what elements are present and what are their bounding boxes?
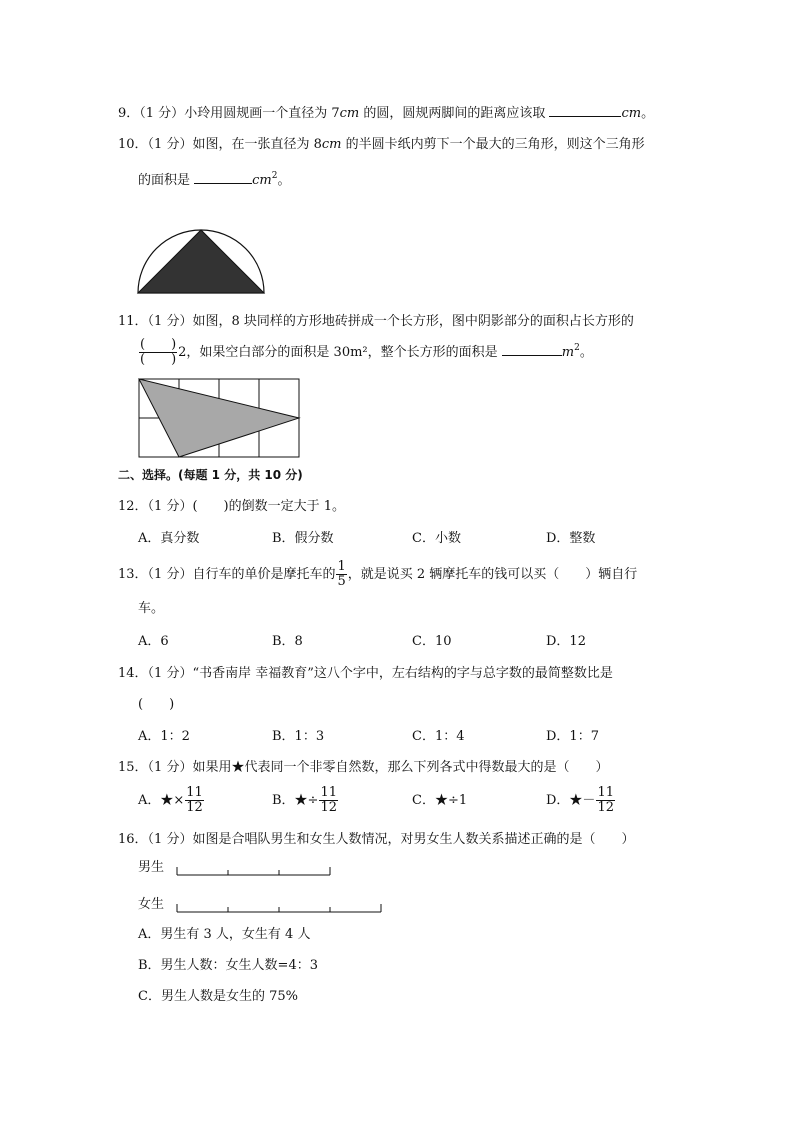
q10-text-b: 的半圆卡纸内剪下一个最大的三角形，则这个三角形: [341, 137, 645, 152]
section-choice-heading: 二、选择。(每题 1 分，共 10 分): [118, 468, 303, 482]
question-11: [118, 313, 634, 331]
question-16: [118, 831, 634, 849]
q14-score: （1 分）: [147, 666, 193, 681]
q14-option-c[interactable]: C．1：4: [412, 729, 465, 744]
q13-frac-num: 1: [337, 559, 346, 574]
q16-option-c[interactable]: C．男生人数是女生的 75%: [138, 989, 298, 1004]
q15-a-frac-num: 11: [186, 785, 203, 800]
q11-unit-end: m: [561, 345, 575, 360]
q14-number: 14．: [118, 666, 148, 681]
q12-option-c[interactable]: C．小数: [412, 531, 461, 546]
q15-b-frac-num: 11: [320, 785, 337, 800]
q9-text-b: 的圆，圆规两脚间的距离应该取: [359, 106, 550, 121]
q15-option-a-text: A．★×: [138, 793, 185, 808]
question-10-line2: [138, 167, 291, 190]
q10-end: 。: [277, 173, 291, 188]
q15-option-d[interactable]: [546, 786, 616, 815]
q12-text: ( )的倒数一定大于 1。: [192, 499, 346, 514]
q15-option-b-text: B．★÷: [272, 793, 319, 808]
q15-text: 如果用★代表同一个非零自然数，那么下列各式中得数最大的是（ ）: [192, 760, 609, 775]
q10-number: 10．: [118, 137, 148, 152]
q15-d-fraction: [596, 786, 615, 815]
q10-line2: 的面积是: [138, 173, 195, 188]
q15-d-frac-den: 12: [597, 800, 614, 815]
question-15: [118, 759, 608, 777]
q15-a-frac-den: 12: [186, 800, 203, 815]
q12-option-b[interactable]: B．假分数: [272, 531, 334, 546]
q14-text: “书香南岸 幸福教育”这八个字中，左右结构的字与总字数的最简整数比是: [192, 666, 613, 681]
q9-unit: cm: [339, 106, 360, 121]
q11-frac-den: ( ): [140, 352, 177, 367]
question-13: [118, 560, 637, 589]
question-9: [118, 104, 654, 123]
q14-option-b[interactable]: B．1：3: [272, 729, 325, 744]
q12-number: 12．: [118, 499, 148, 514]
q11-number: 11．: [118, 314, 148, 329]
q13-line2: 车。: [138, 601, 165, 616]
q14-option-d[interactable]: D．1：7: [546, 729, 599, 744]
q11-sup: 2: [574, 343, 580, 353]
q15-option-d-text: D．★－: [546, 793, 596, 808]
semicircle-triangle-figure: [136, 226, 266, 296]
question-11-line2: [138, 338, 593, 367]
q16-option-a[interactable]: A．男生有 3 人，女生有 4 人: [138, 927, 311, 942]
question-12: [118, 498, 345, 516]
q13-frac-den: 5: [337, 574, 346, 589]
q16-number: 16．: [118, 832, 148, 847]
q14-line2: ( ): [138, 697, 175, 712]
q13-text-a: 自行车的单价是摩托车的: [192, 567, 336, 582]
q10-sup: 2: [271, 171, 278, 181]
q9-text-a: 小玲用圆规画一个直径为 7: [184, 106, 340, 121]
q13-score: （1 分）: [147, 567, 193, 582]
q15-option-a[interactable]: [138, 786, 205, 815]
girls-segment-bar: [176, 901, 386, 915]
q13-option-b[interactable]: B．8: [272, 634, 303, 649]
q13-option-a[interactable]: A．6: [138, 634, 169, 649]
q13-option-d[interactable]: D．12: [546, 634, 586, 649]
q15-a-fraction: [185, 786, 204, 815]
q16-option-b[interactable]: B．男生人数：女生人数=4：3: [138, 958, 318, 973]
q10-unit-end: cm: [252, 173, 272, 188]
q11-score: （1 分）: [147, 314, 193, 329]
q15-number: 15．: [118, 760, 148, 775]
q12-option-d[interactable]: D．整数: [546, 531, 596, 546]
q13-text-b: ，就是说买 2 辆摩托车的钱可以买（ ）辆自行: [347, 567, 638, 582]
q12-option-a[interactable]: A．真分数: [138, 531, 200, 546]
boys-segment-bar: [176, 864, 336, 878]
q9-answer-blank[interactable]: [549, 104, 621, 117]
q11-end: 。: [579, 345, 593, 360]
q10-score: （1 分）: [147, 137, 193, 152]
q15-b-frac-den: 12: [320, 800, 337, 815]
q13-option-c[interactable]: C．10: [412, 634, 452, 649]
q10-answer-blank[interactable]: [194, 171, 252, 184]
question-10: [118, 136, 645, 154]
q15-option-b[interactable]: [272, 786, 339, 815]
boys-label: 男生: [138, 860, 165, 875]
q15-d-frac-num: 11: [597, 785, 614, 800]
q11-text-a: 如图，8 块同样的方形地砖拼成一个长方形，图中阴影部分的面积占长方形的: [192, 314, 634, 329]
q12-score: （1 分）: [147, 499, 193, 514]
q11-frac-num: ( ): [140, 337, 177, 352]
q11-answer-blank[interactable]: [502, 343, 562, 356]
q9-number: 9．: [118, 106, 140, 121]
girls-label: 女生: [138, 897, 165, 912]
q15-b-fraction: [319, 786, 338, 815]
q9-end: 。: [641, 106, 655, 121]
q13-fraction: [336, 560, 346, 589]
q9-score: （1 分）: [139, 106, 185, 121]
q15-score: （1 分）: [147, 760, 193, 775]
q16-text: 如图是合唱队男生和女生人数情况，对男女生人数关系描述正确的是（ ）: [192, 832, 635, 847]
q16-score: （1 分）: [147, 832, 193, 847]
q10-unit: cm: [321, 137, 342, 152]
q11-line2-a: 2，如果空白部分的面积是 30m²，整个长方形的面积是: [178, 345, 502, 360]
q14-option-a[interactable]: A．1：2: [138, 729, 190, 744]
q15-option-c[interactable]: C．★÷1: [412, 793, 468, 808]
q11-fraction[interactable]: [139, 338, 177, 367]
q9-unit-end: cm: [621, 106, 642, 121]
q10-text-a: 如图，在一张直径为 8: [192, 137, 322, 152]
tile-grid-figure: [138, 378, 302, 460]
question-14: [118, 665, 613, 683]
q13-number: 13．: [118, 567, 148, 582]
